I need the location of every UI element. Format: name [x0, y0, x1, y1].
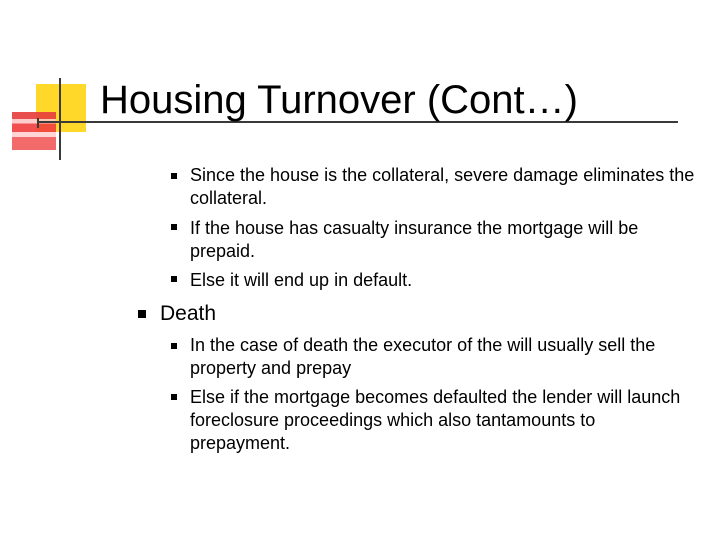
square-bullet-icon [171, 224, 177, 230]
bullet-text: Else if the mortgage becomes defaulted the lender will launch foreclosure proceedings which also tantamounts to prepayment. [190, 387, 681, 453]
square-bullet-icon [171, 394, 177, 400]
square-bullet-icon [171, 276, 177, 282]
vertical-rule [59, 78, 61, 160]
bullet-text: If the house has casualty insurance the mortgage will be prepaid. [190, 218, 639, 261]
bullet-text: Else it will end up in default. [190, 270, 413, 290]
bullet-text-death: Death [160, 302, 217, 325]
slide-title: Housing Turnover (Cont…) [100, 78, 578, 122]
red-striped-square-decoration [12, 112, 56, 150]
bullet-text: Since the house is the collateral, severe damage eliminates the collateral. [190, 165, 695, 208]
short-vertical-rule [37, 118, 39, 128]
square-bullet-icon [171, 173, 177, 179]
square-bullet-icon [171, 343, 177, 349]
bullet-text: In the case of death the executor of the will usually sell the property and prepay [190, 335, 656, 378]
square-bullet-icon [138, 310, 146, 318]
